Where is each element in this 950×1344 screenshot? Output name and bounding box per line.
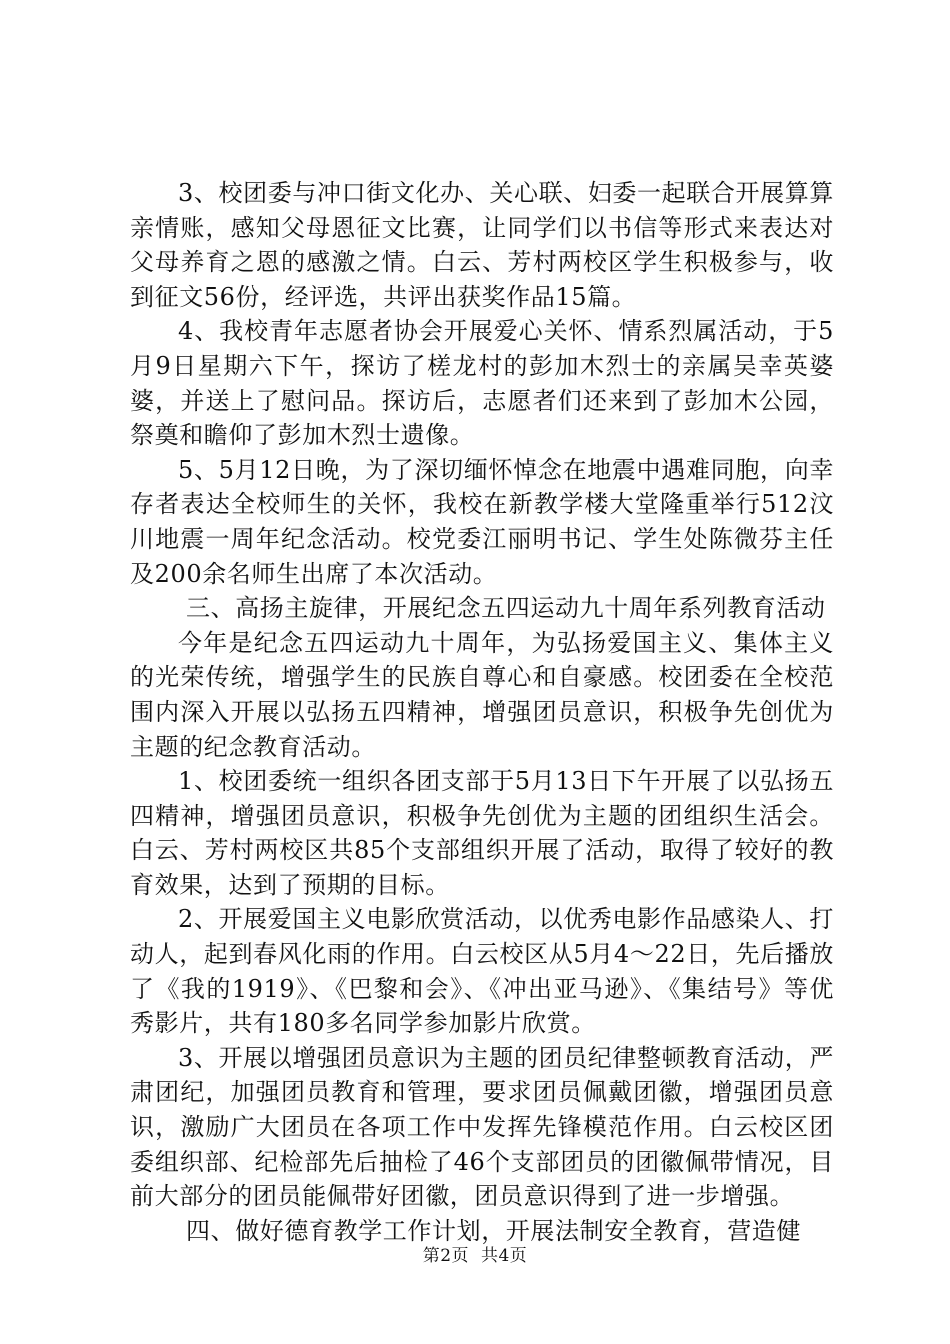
page-number-current: 第2页 [422,1246,470,1266]
paragraph-section-3-intro: 今年是纪念五四运动九十周年，为弘扬爱国主义、集体主义的光荣传统，增强学生的民族自尊心和自豪感。校团委在全校范围内深入开展以弘扬五四精神，增强团员意识，积极争先创优为主题的纪念教育活动。 [130,628,834,761]
section-heading-3: 三、高扬主旋律，开展纪念五四运动九十周年系列教育活动 [186,594,826,623]
paragraph-item-5-earthquake-memorial: 5、5月12日晚，为了深切缅怀悼念在地震中遇难同胞，向幸存者表达全校师生的关怀，我校在新教学楼大堂隆重举行512汶川地震一周年纪念活动。校党委江丽明书记、学生处陈微芬主任及200余名师生出席了本次活动。 [130,455,834,588]
paragraph-item-3-discipline: 3、开展以增强团员意识为主题的团员纪律整顿教育活动，严肃团纪，加强团员教育和管理，要求团员佩戴团徽，增强团员意识，激励广大团员在各项工作中发挥先锋模范作用。白云校区团委组织部、纪检部先后抽检了46个支部团员的团徽佩带情况，目前大部分的团员能佩带好团徽，团员意识得到了进一步增强。 [130,1043,834,1211]
page-footer [0,1241,950,1266]
page-number-total: 共4页 [480,1246,528,1266]
paragraph-item-4-volunteer-visit: 4、我校青年志愿者协会开展爱心关怀、情系烈属活动，于5月9日星期六下午，探访了槎龙村的彭加木烈士的亲属吴幸英婆婆，并送上了慰问品。探访后，志愿者们还来到了彭加木公园，祭奠和瞻仰了彭加木烈士遗像。 [130,317,834,450]
section-heading-4: 四、做好德育教学工作计划，开展法制安全教育，营造健 [186,1216,801,1245]
document-body [130,176,834,1248]
paragraph-item-1-league-meeting: 1、校团委统一组织各团支部于5月13日下午开展了以弘扬五四精神，增强团员意识，积极争先创优为主题的团组织生活会。白云、芳村两校区共85个支部组织开展了活动，取得了较好的教育效果，达到了预期的目标。 [130,767,834,899]
paragraph-item-3-essay-contest: 3、校团委与冲口街文化办、关心联、妇委一起联合开展算算亲情账，感知父母恩征文比赛，让同学们以书信等形式来表达对父母养育之恩的感激之情。白云、芳村两校区学生积极参与，收到征文56份，经评选，共评出获奖作品15篇。 [130,179,834,311]
paragraph-item-2-film-viewing: 2、开展爱国主义电影欣赏活动，以优秀电影作品感染人、打动人，起到春风化雨的作用。白云校区从5月4～22日，先后播放了《我的1919》、《巴黎和会》、《冲出亚马逊》、《集结号》等优秀影片，共有180多名同学参加影片欣赏。 [130,905,834,1038]
